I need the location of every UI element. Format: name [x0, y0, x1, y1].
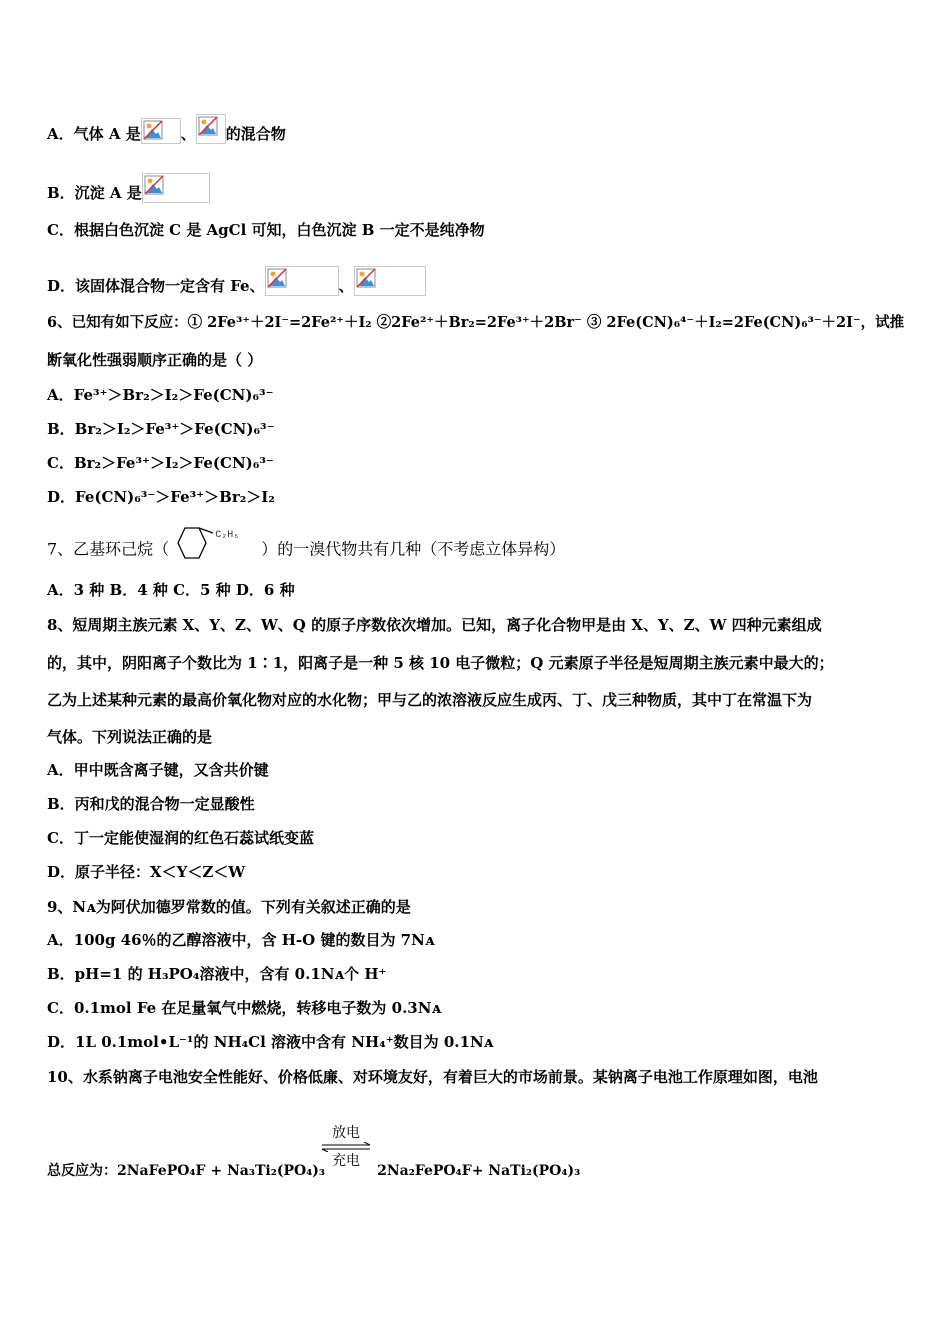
q8-option-a: A．甲中既含离子键，又含共价键: [47, 761, 269, 779]
q6-option-c: C．Br₂＞Fe³⁺＞I₂＞Fe(CN)₆³⁻: [47, 454, 274, 472]
broken-image-icon: [144, 175, 164, 195]
q10-stem-line1: 10、水系钠离子电池安全性能好、价格低廉、对环境友好，有着巨大的市场前景。某钠离子电池工作原理如图，电池: [47, 1068, 818, 1086]
q7-stem-prefix: 7、乙基环己烷（: [47, 539, 170, 559]
broken-image-placeholder: [196, 114, 226, 144]
q10-reaction-arrows: [320, 1124, 372, 1170]
q5-option-d-prefix: D．该固体混合物一定含有 Fe、: [47, 277, 265, 295]
broken-image-icon: [267, 268, 287, 288]
broken-image-placeholder: [142, 173, 210, 203]
discharge-label: 放电: [332, 1125, 360, 1141]
q5-option-b-prefix: B．沉淀 A 是: [47, 184, 142, 202]
q5-option-c: C．根据白色沉淀 C 是 AgCl 可知，白色沉淀 B 一定不是纯净物: [47, 221, 485, 239]
q10-equation: [47, 1155, 580, 1181]
q6-stem-line2: 断氧化性强弱顺序正确的是（ ）: [47, 351, 263, 369]
q8-stem-line1: 8、短周期主族元素 X、Y、Z、W、Q 的原子序数依次增加。已知，离子化合物甲是由 X、Y、Z、W 四种元素组成: [47, 616, 822, 634]
q5-option-b: [47, 173, 210, 203]
q6-option-b: B．Br₂＞I₂＞Fe³⁺＞Fe(CN)₆³⁻: [47, 420, 275, 438]
q8-stem-line3: 乙为上述某种元素的最高价氧化物对应的水化物；甲与乙的浓溶液反应生成丙、丁、戊三种物质，其中丁在常温下为: [47, 691, 813, 709]
q8-option-b: B．丙和戊的混合物一定显酸性: [47, 795, 255, 813]
broken-image-icon: [143, 120, 163, 140]
broken-image-icon: [356, 268, 376, 288]
q8-stem-line4: 气体。下列说法正确的是: [47, 728, 213, 746]
q7-stem: [47, 530, 566, 567]
q9-option-a: A．100g 46％的乙醇溶液中，含 H-O 键的数目为 7Nᴀ: [47, 931, 435, 949]
q6-option-d: D．Fe(CN)₆³⁻＞Fe³⁺＞Br₂＞I₂: [47, 488, 275, 506]
q9-stem: 9、Nᴀ为阿伏加德罗常数的值。下列有关叙述正确的是: [47, 898, 411, 916]
q7-options: A．3 种 B．4 种 C．5 种 D．6 种: [47, 581, 295, 599]
q8-option-c: C．丁一定能使湿润的红色石蕊试纸变蓝: [47, 829, 314, 847]
q6-stem-line1: 6、已知有如下反应：① 2Fe³⁺＋2I⁻=2Fe²⁺＋I₂ ②2Fe²⁺＋Br₂=2Fe³⁺＋2Br⁻ ③ 2Fe(CN)₆⁴⁻＋I₂=2Fe(CN)₆³⁻＋2I⁻，试推: [47, 314, 905, 331]
q10-eq-left: 2NaFePO₄F + Na₃Ti₂(PO₄)₃: [117, 1163, 326, 1179]
reversible-arrow-icon: [320, 1142, 372, 1152]
q10-eq-prefix: 总反应为：: [47, 1163, 117, 1179]
q9-option-c: C．0.1mol Fe 在足量氧气中燃烧，转移电子数为 0.3Nᴀ: [47, 999, 442, 1017]
q7-stem-suffix: ）的一溴代物共有几种（不考虑立体异构）: [261, 539, 566, 559]
q9-option-d: D．1L 0.1mol•L⁻¹的 NH₄Cl 溶液中含有 NH₄⁺数目为 0.1Nᴀ: [47, 1033, 494, 1051]
q10-eq-right: 2Na₂FePO₄F+ NaTi₂(PO₄)₃: [377, 1163, 581, 1179]
substituent-label: C₂H₅: [215, 530, 240, 541]
q8-stem-line2: 的，其中，阴阳离子个数比为 1∶1，阳离子是一种 5 核 10 电子微粒；Q 元素原子半径是短周期主族元素中最大的；: [47, 654, 834, 672]
q6-option-a: A．Fe³⁺＞Br₂＞I₂＞Fe(CN)₆³⁻: [47, 386, 274, 404]
broken-image-icon: [198, 116, 218, 136]
q5-option-a: [47, 114, 286, 144]
ethylcyclohexane-structure: [169, 530, 261, 567]
q5-option-d: [47, 266, 426, 296]
q8-option-d: D．原子半径：X＜Y＜Z＜W: [47, 863, 246, 881]
q9-option-b: B．pH=1 的 H₃PO₄溶液中，含有 0.1Nᴀ个 H⁺: [47, 965, 387, 983]
broken-image-placeholder: [141, 118, 181, 144]
q5-option-a-suffix: 的混合物: [225, 125, 286, 143]
q5-option-a-sep: 、: [180, 125, 196, 143]
q5-option-a-prefix: A．气体 A 是: [47, 125, 141, 143]
broken-image-placeholder: [354, 266, 426, 296]
charge-label: 充电: [332, 1153, 360, 1169]
broken-image-placeholder: [265, 266, 339, 296]
q5-option-d-sep: 、: [338, 277, 354, 295]
